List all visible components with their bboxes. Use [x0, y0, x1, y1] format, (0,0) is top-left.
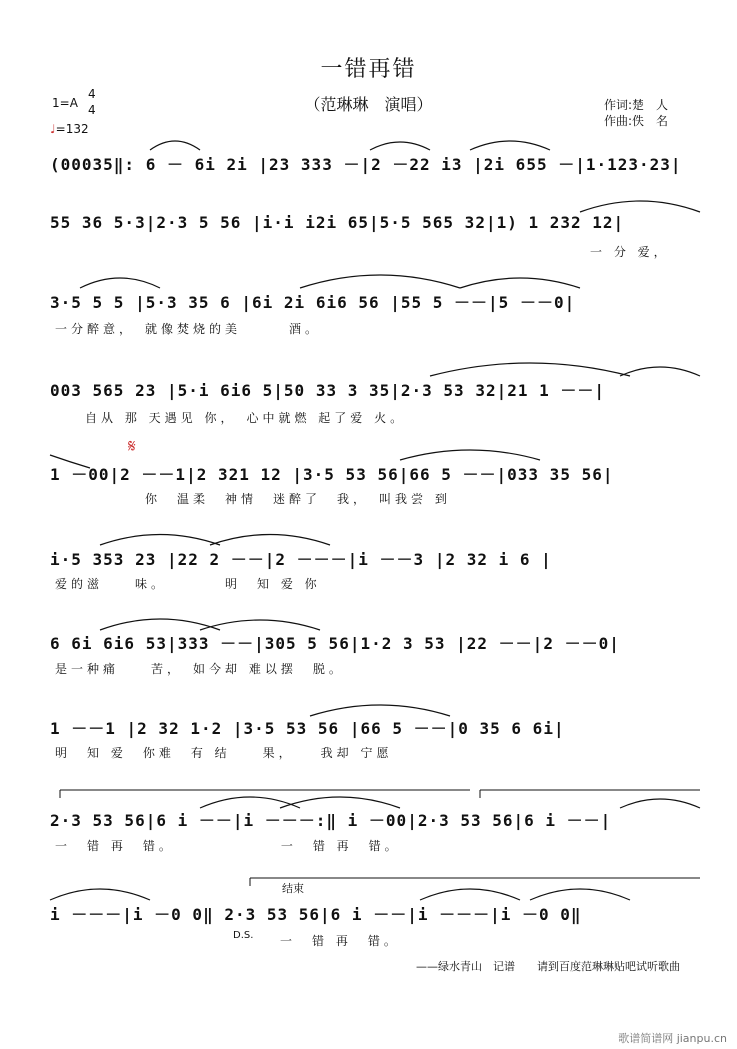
notation-line-5: 1 －00|2 －－1|2 321 12 |3·5 53 56|66 5 －－|033 35 56| [50, 465, 614, 484]
quarter-note-icon: ♩ [50, 122, 56, 136]
notation-line-8: 1 －－1 |2 32 1·2 |3·5 53 56 |66 5 －－|0 35 6 6i| [50, 719, 565, 738]
notation-line-10: i －－－|i －0 0‖ 2·3 53 56|6 i －－|i －－－|i －0 0‖ [50, 905, 582, 924]
song-title: 一错再错 [320, 57, 417, 82]
ending-label: 结束 [282, 882, 304, 895]
time-signature-bottom: 4 [88, 103, 96, 117]
notation-line-7: 6 6i 6i6 53|333 －－|305 5 56|1·2 3 53 |22 －－|2 －－0| [50, 634, 620, 653]
site-watermark: 歌谱简谱网 jianpu.cn [618, 1032, 727, 1045]
lyric-line-8: 明 知 爱 你难 有 结 果， 我却 宁愿 [55, 746, 393, 760]
lyric-line-9: 一 错 再 错。 一 错 再 错。 [55, 839, 401, 853]
time-signature-top: 4 [88, 87, 96, 101]
notation-line-4: 003 565 23 |5·i 6i6 5|50 33 3 35|2·3 53 32|21 1 －－| [50, 381, 606, 400]
notation-line-1: (00035‖: 6 － 6i 2i |23 333 －|2 －22 i3 |2i 655 －|1·123·23| [50, 155, 682, 174]
lyric-line-10: 一 错 再 错。 [280, 934, 400, 948]
notation-line-2: 55 36 5·3|2·3 5 56 |i·i i2i 65|5·5 565 32|1) 1 232 12| [50, 213, 625, 232]
segno-icon: 𝄋 [128, 436, 136, 457]
notation-line-3: 3·5 5 5 |5·3 35 6 |6i 2i 6i6 56 |55 5 －－|5 －－0| [50, 293, 576, 312]
notation-line-6: i·5 353 23 |22 2 －－|2 －－－|i －－3 |2 32 i 6 | [50, 550, 552, 569]
transcriber-note: ——绿水青山 记谱 请到百度范琳琳贴吧试听歌曲 [416, 960, 680, 973]
composer-credit: 作曲:佚 名 [604, 114, 669, 128]
lyricist-credit: 作词:楚 人 [604, 98, 669, 112]
lyric-line-4: 自从 那 天遇见 你， 心中就燃 起了爱 火。 [85, 411, 407, 425]
notation-line-9: 2·3 53 56|6 i －－|i －－－:‖ i －00|2·3 53 56|6 i －－| [50, 811, 612, 830]
key-signature: 1=A [52, 96, 78, 110]
lyric-line-5: 你 温柔 神情 迷醉了 我， 叫我尝 到 [145, 492, 451, 506]
song-subtitle: （范琳琳 演唱） [304, 95, 433, 114]
lyric-line-6: 爱的滋 味。 明 知 爱 你 [55, 577, 321, 591]
lyric-line-2: 一 分 爱， [590, 245, 670, 259]
tempo-marking: ♩=132 [50, 122, 89, 136]
ds-marking: D.S. [233, 930, 254, 941]
lyric-line-7: 是一种痛 苦， 如今却 难以摆 脱。 [55, 662, 345, 676]
lyric-line-3: 一分醉意， 就像焚烧的美 酒。 [55, 322, 322, 336]
